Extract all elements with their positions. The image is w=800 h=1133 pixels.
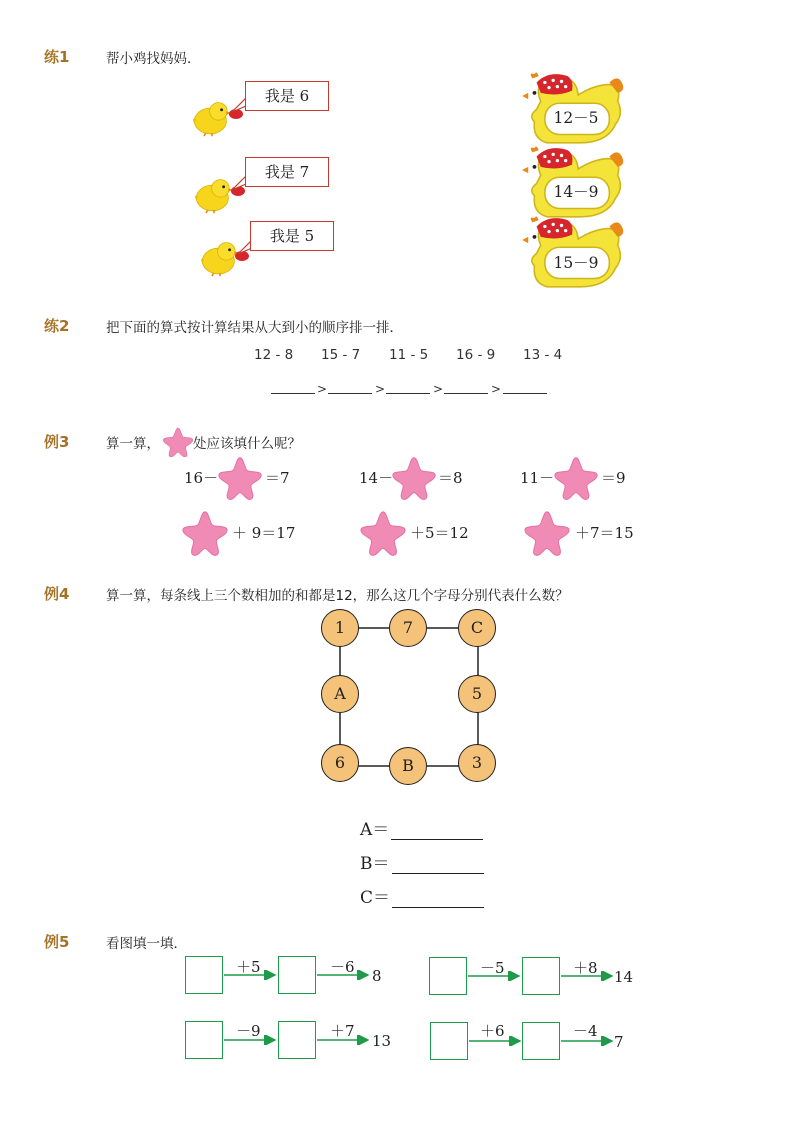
result-value: 8 xyxy=(372,967,382,985)
arrow-icon xyxy=(467,971,525,981)
answer-blank[interactable] xyxy=(391,821,483,840)
exercise-tag: 例5 xyxy=(44,933,70,951)
equation-right: ＋7＝15 xyxy=(575,524,634,542)
operation-label: －5 xyxy=(480,959,505,977)
instruction: 把下面的算式按计算结果从大到小的顺序排一排． xyxy=(106,320,403,336)
answer-box[interactable] xyxy=(185,956,223,994)
answer-box[interactable] xyxy=(522,957,560,995)
answer-b xyxy=(360,849,484,874)
node-top-right: C xyxy=(458,609,496,647)
operation-label: ＋7 xyxy=(330,1022,355,1040)
star-blank[interactable] xyxy=(552,455,600,501)
operation-label: －6 xyxy=(330,958,355,976)
answer-box[interactable] xyxy=(522,1022,560,1060)
answer-blank[interactable] xyxy=(392,855,484,874)
answer-blank[interactable] xyxy=(328,393,372,394)
operation-label: ＋5 xyxy=(236,958,261,976)
arrow-icon xyxy=(560,1036,618,1046)
result-value: 7 xyxy=(614,1033,624,1051)
result-value: 13 xyxy=(372,1032,392,1050)
arrow-icon xyxy=(223,1035,281,1045)
expression: 15 - 7 xyxy=(321,347,361,363)
instruction-post: 处应该填什么呢？ xyxy=(193,436,301,452)
answer-blank[interactable] xyxy=(503,393,547,394)
instruction: 算一算，每条线上三个数相加的和都是12，那么这几个字母分别代表什么数？ xyxy=(106,588,569,604)
star-blank[interactable] xyxy=(358,509,408,557)
equation-right: ＋5＝12 xyxy=(410,524,469,542)
greater-than: > xyxy=(375,382,386,396)
operation-label: －9 xyxy=(236,1022,261,1040)
answer-blank[interactable] xyxy=(444,393,488,394)
answer-blank[interactable] xyxy=(386,393,430,394)
answer-label: C＝ xyxy=(360,888,391,908)
star-blank[interactable] xyxy=(390,455,438,501)
equation-left: 11－ xyxy=(520,469,555,487)
answer-label: A＝ xyxy=(360,820,390,840)
answer-label: B＝ xyxy=(360,854,390,874)
star-blank[interactable] xyxy=(522,509,572,557)
greater-than: > xyxy=(491,382,502,396)
hen-expression: 12－5 xyxy=(553,109,599,127)
answer-blank[interactable] xyxy=(392,889,484,908)
equation-right: ＝7 xyxy=(265,469,290,487)
expression: 12 - 8 xyxy=(254,347,294,363)
answer-a xyxy=(360,815,483,840)
hen-expression: 15－9 xyxy=(553,254,599,272)
node-bottom-left: 6 xyxy=(321,744,359,782)
expression: 13 - 4 xyxy=(523,347,563,363)
exercise-tag: 例4 xyxy=(44,585,70,603)
exercise-tag: 练1 xyxy=(44,48,70,66)
equation-left: 14－ xyxy=(359,469,394,487)
answer-box[interactable] xyxy=(185,1021,223,1059)
node-middle-right: 5 xyxy=(458,675,496,713)
hen-expression: 14－9 xyxy=(553,183,599,201)
answer-blank[interactable] xyxy=(271,393,315,394)
chick-bubble: 我是 7 xyxy=(245,157,329,187)
exercise-tag: 例3 xyxy=(44,433,70,451)
instruction: 帮小鸡找妈妈． xyxy=(106,51,201,67)
instruction: 看图填一填． xyxy=(106,936,187,952)
greater-than: > xyxy=(317,382,328,396)
equation-right: ＝9 xyxy=(601,469,626,487)
arrow-icon xyxy=(223,970,281,980)
operation-label: －4 xyxy=(573,1022,598,1040)
greater-than: > xyxy=(433,382,444,396)
instruction-pre: 算一算， xyxy=(106,436,160,452)
exercise-tag: 练2 xyxy=(44,317,70,335)
result-value: 14 xyxy=(614,968,634,986)
operation-label: ＋8 xyxy=(573,959,598,977)
star-blank[interactable] xyxy=(216,455,264,501)
expression: 11 - 5 xyxy=(389,347,429,363)
answer-box[interactable] xyxy=(429,957,467,995)
answer-box[interactable] xyxy=(430,1022,468,1060)
answer-box[interactable] xyxy=(278,956,316,994)
node-top-middle: 7 xyxy=(389,609,427,647)
arrow-icon xyxy=(560,971,618,981)
answer-c xyxy=(360,883,484,908)
equation-left: 16－ xyxy=(184,469,219,487)
expression: 16 - 9 xyxy=(456,347,496,363)
operation-label: ＋6 xyxy=(480,1022,505,1040)
node-bottom-right: 3 xyxy=(458,744,496,782)
node-middle-left: A xyxy=(321,675,359,713)
node-top-left: 1 xyxy=(321,609,359,647)
node-bottom-middle: B xyxy=(389,747,427,785)
equation-right: ＋ 9＝17 xyxy=(232,524,296,542)
chick-bubble: 我是 6 xyxy=(245,81,329,111)
arrow-icon xyxy=(316,1035,374,1045)
chick-bubble: 我是 5 xyxy=(250,221,334,251)
arrow-icon xyxy=(468,1036,526,1046)
answer-box[interactable] xyxy=(278,1021,316,1059)
equation-right: ＝8 xyxy=(438,469,463,487)
star-blank[interactable] xyxy=(180,509,230,557)
star-icon xyxy=(161,426,195,458)
arrow-icon xyxy=(316,970,374,980)
